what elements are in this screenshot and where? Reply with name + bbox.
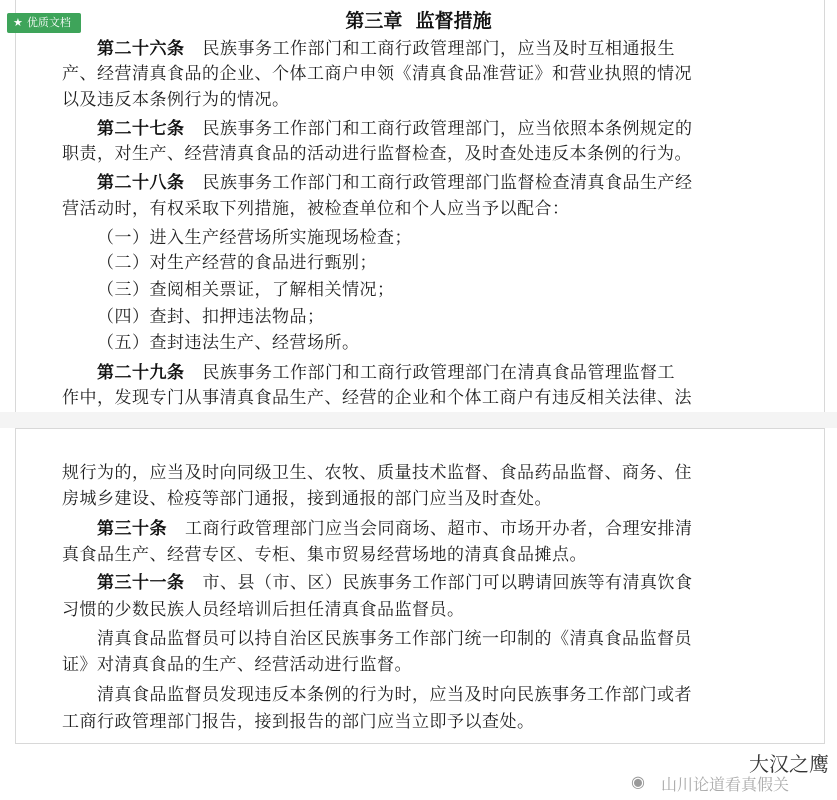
article-number: 第二十六条 <box>97 39 185 59</box>
line-text: 职责，对生产、经营清真食品的活动进行监督检查，及时查处违反本条例的行为。 <box>62 144 692 164</box>
line-text: 真食品生产、经营专区、专柜、集市贸易经营场地的清真食品摊点。 <box>62 545 587 565</box>
page-gap <box>0 412 837 428</box>
article-line <box>97 517 693 542</box>
line-text: 证》对清真食品的生产、经营活动进行监督。 <box>62 655 412 675</box>
text-line <box>62 88 290 113</box>
text-line <box>62 598 465 623</box>
line-text: （五）查封违法生产、经营场所。 <box>97 333 360 353</box>
line-text: 产、经营清真食品的企业、个体工商户申领《清真食品准营证》和营业执照的情况 <box>62 64 692 84</box>
article-number: 第二十九条 <box>97 363 185 383</box>
line-text: 清真食品监督员可以持自治区民族事务工作部门统一印制的《清真食品监督员 <box>97 629 692 649</box>
article-number: 第二十七条 <box>97 119 185 139</box>
line-text: 民族事务工作部门和工商行政管理部门在清真食品管理监督工 <box>202 363 675 383</box>
text-line <box>62 62 692 87</box>
article-line <box>97 37 675 62</box>
text-line <box>62 653 412 678</box>
article-line <box>97 117 693 142</box>
text-line <box>62 487 552 512</box>
text-line <box>62 710 535 735</box>
watermark <box>631 748 831 796</box>
text-line <box>62 386 692 411</box>
text-line <box>62 197 570 222</box>
line-text: 营活动时，有权采取下列措施，被检查单位和个人应当予以配合： <box>62 199 570 219</box>
line-text: 民族事务工作部门和工商行政管理部门监督检查清真食品生产经 <box>202 173 693 193</box>
watermark-handle: 山川论道看真假关 <box>661 775 790 794</box>
text-line <box>97 278 395 303</box>
watermark-account: 大汉之鹰 <box>749 752 829 776</box>
line-text: （一）进入生产经营场所实施现场检查； <box>97 228 412 248</box>
line-text: （三）查阅相关票证，了解相关情况； <box>97 280 395 300</box>
line-text: 工商行政管理部门应当会同商场、超市、市场开办者，合理安排清 <box>185 519 693 539</box>
text-line <box>97 226 412 251</box>
text-line <box>62 461 692 486</box>
weibo-icon: ◉ <box>631 772 645 791</box>
star-icon: ★ <box>13 16 23 29</box>
line-text: 市、县（市、区）民族事务工作部门可以聘请回族等有清真饮食 <box>202 573 693 593</box>
line-text: 房城乡建设、检疫等部门通报，接到通报的部门应当及时查处。 <box>62 489 552 509</box>
line-text: （二）对生产经营的食品进行甄别； <box>97 253 377 273</box>
article-number: 第二十八条 <box>97 173 185 193</box>
text-line <box>62 142 692 167</box>
badge-label: 优质文档 <box>26 16 71 29</box>
text-line <box>97 251 377 276</box>
text-line <box>97 683 692 708</box>
article-line <box>97 171 693 196</box>
line-text: 清真食品监督员发现违反本条例的行为时，应当及时向民族事务工作部门或者 <box>97 685 692 705</box>
article-number: 第三十条 <box>97 519 167 539</box>
article-number: 第三十一条 <box>97 573 185 593</box>
line-text: 以及违反本条例行为的情况。 <box>62 90 290 110</box>
line-text: 规行为的，应当及时向同级卫生、农牧、质量技术监督、食品药品监督、商务、住 <box>62 463 692 483</box>
text-line <box>97 305 325 330</box>
line-text: 作中，发现专门从事清真食品生产、经营的企业和个体工商户有违反相关法律、法 <box>62 388 692 408</box>
article-line <box>97 361 675 386</box>
line-text: 民族事务工作部门和工商行政管理部门，应当及时互相通报生 <box>202 39 675 59</box>
text-line <box>97 627 692 652</box>
text-line <box>97 331 360 356</box>
chapter-title: 第三章 监督措施 <box>345 10 492 32</box>
line-text: 工商行政管理部门报告，接到报告的部门应当立即予以查处。 <box>62 712 535 732</box>
line-text: 习惯的少数民族人员经培训后担任清真食品监督员。 <box>62 600 465 620</box>
line-text: 民族事务工作部门和工商行政管理部门，应当依照本条例规定的 <box>202 119 693 139</box>
text-line <box>62 543 587 568</box>
line-text: （四）查封、扣押违法物品； <box>97 307 325 327</box>
article-line <box>97 571 693 596</box>
